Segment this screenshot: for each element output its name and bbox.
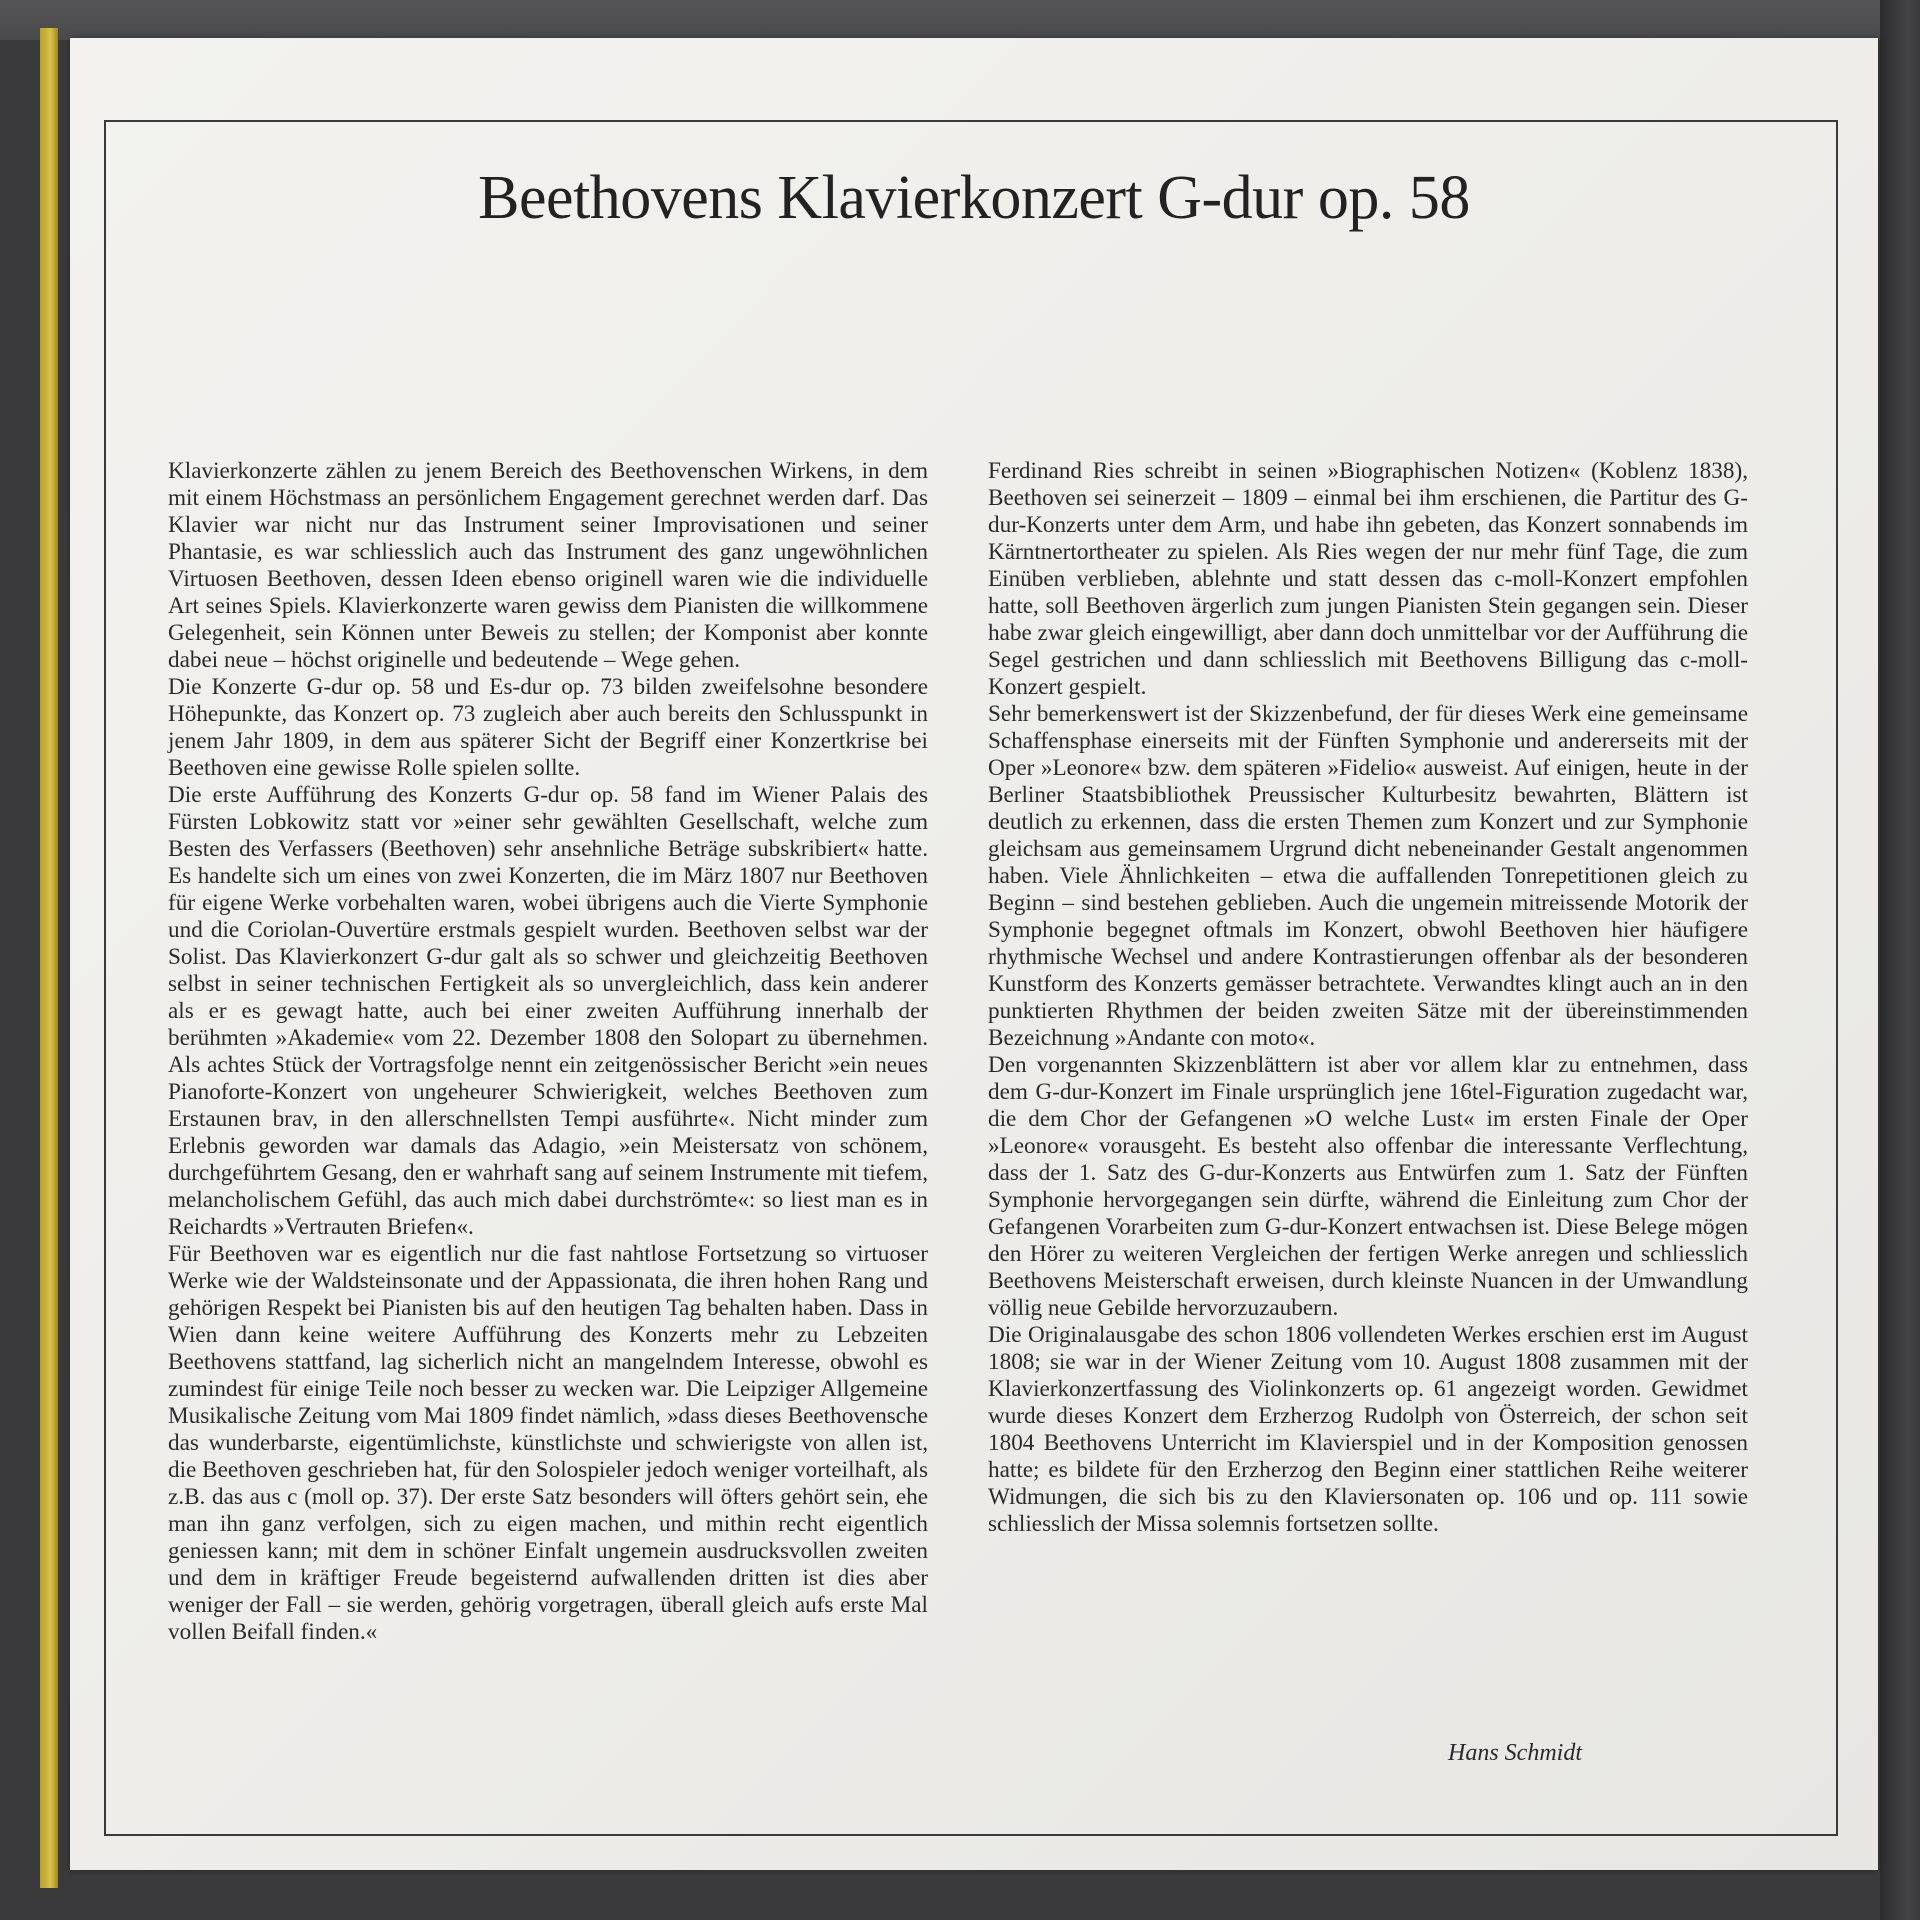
author-signature: Hans Schmidt [1448,1740,1582,1766]
page-title: Beethovens Klavierkonzert G-dur op. 58 [478,164,1470,232]
record-sleeve-back [70,38,1878,1870]
paragraph: Ferdinand Ries schreibt in seinen »Biographischen Notizen« (Koblenz 1838), Beethoven sei seinerzeit – 1809 – einmal bei ihm erschienen, die Partitur des G-dur-Konzerts unter dem Arm, und habe ihn gebeten, das Konzert sonnabends im Kärntnertortheater zu spielen. Als Ries wegen der nur mehr fünf Tage, die zum Einüben verblieben, ablehnte und statt dessen das c-moll-Konzert empfohlen hatte, soll Beethoven ärgerlich zum jungen Pianisten Stein gegangen sein. Dieser habe zwar gleich eingewilligt, aber dann doch unmittelbar vor der Aufführung die Segel gestrichen und dann schliesslich mit Beethovens Billigung das c-moll-Konzert gespielt. [988,458,1748,700]
left-text-column [168,458,928,1646]
adjacent-sleeve-edge [40,28,58,1888]
paragraph: Die Konzerte G-dur op. 58 und Es-dur op. 73 bilden zweifelsohne besondere Höhepunkte, das Konzert op. 73 zugleich aber auch bereits den Schlusspunkt in jenem Jahr 1809, in dem aus späterer Sicht der Begriff einer Konzertkrise bei Beethoven eine gewisse Rolle spielen sollte. [168,674,928,781]
paragraph: Die Originalausgabe des schon 1806 vollendeten Werkes erschien erst im August 1808; sie war in der Wiener Zeitung vom 10. August 1808 zusammen mit der Klavierkonzertfassung des Violinkonzerts op. 61 angezeigt worden. Gewidmet wurde dieses Konzert dem Erzherzog Rudolph von Österreich, der schon seit 1804 Beethovens Unterricht im Klavierspiel und in der Komposition genossen hatte; es bildete für den Erzherzog den Beginn einer stattlichen Reihe weiterer Widmungen, die sich bis zu den Klaviersonaten op. 106 und op. 111 sowie schliesslich der Missa solemnis fortsetzen sollte. [988,1322,1748,1537]
paragraph: Für Beethoven war es eigentlich nur die fast nahtlose Fortsetzung so virtuoser Werke wie der Waldsteinsonate und der Appassionata, die ihren hohen Rang und gehörigen Respekt bei Pianisten bis auf den heutigen Tag behalten haben. Dass in Wien dann keine weitere Aufführung des Konzerts mehr zu Lebzeiten Beethovens stattfand, lag sicherlich nicht an mangelndem Interesse, obwohl es zumindest für einige Teile noch besser zu wecken war. Die Leipziger Allgemeine Musikalische Zeitung vom Mai 1809 findet nämlich, »dass dieses Beethovensche das wunderbarste, eigentümlichste, künstlichste und schwierigste von allen ist, die Beethoven geschrieben hat, für den Solospieler jedoch weniger vorteilhaft, als z.B. das aus c (moll op. 37). Der erste Satz besonders will öfters gehört sein, ehe man ihn ganz verfolgen, sich zu eigen machen, und mithin recht eigentlich geniessen kann; mit dem in schöner Einfalt ungemein ausdrucksvollen zweiten und dem in kräftiger Freude begeisternd aufwallenden dritten ist dies aber weniger der Fall – sie werden, gehörig vorgetragen, überall gleich aufs erste Mal vollen Beifall finden.« [168,1241,928,1645]
paragraph: Klavierkonzerte zählen zu jenem Bereich des Beethovenschen Wirkens, in dem mit einem Höchstmass an persönlichem Engagement gerechnet werden darf. Das Klavier war nicht nur das Instrument seiner Improvisationen und seiner Phantasie, es war schliesslich auch das Instrument des ganz ungewöhnlichen Virtuosen Beethoven, dessen Ideen ebenso originell waren wie die individuelle Art seines Spiels. Klavierkonzerte waren gewiss dem Pianisten die willkommene Gelegenheit, sein Können unter Beweis zu stellen; der Komponist aber konnte dabei neue – höchst originelle und bedeutende – Wege gehen. [168,458,928,673]
photo-background-right [1880,0,1920,1920]
paragraph: Sehr bemerkenswert ist der Skizzenbefund, der für dieses Werk eine gemeinsame Schaffensphase einerseits mit der Fünften Symphonie und andererseits mit der Oper »Leonore« bzw. dem späteren »Fidelio« ausweist. Auf einigen, heute in der Berliner Staatsbibliothek Preussischer Kulturbesitz bewahrten, Blättern ist deutlich zu erkennen, dass die ersten Themen zum Konzert und zur Symphonie gleichsam aus gemeinsamem Urgrund dicht nebeneinander Gestalt angenommen haben. Viele Ähnlichkeiten – etwa die auffallenden Tonrepetitionen gleich zu Beginn – sind bestehen geblieben. Auch die ungemein mitreissende Motorik der Symphonie begegnet oftmals im Konzert, obwohl Beethoven hier häufigere rhythmische Wechsel und andere Kontrastierungen offenbar als der besonderen Kunstform des Konzerts gemässer betrachtete. Verwandtes klingt auch an in den punktierten Rhythmen der beiden zweiten Sätze mit der übereinstimmenden Bezeichnung »Andante con moto«. [988,701,1748,1051]
photo-background-top [0,0,1920,40]
right-text-column [988,458,1748,1538]
paragraph: Den vorgenannten Skizzenblättern ist aber vor allem klar zu entnehmen, dass dem G-dur-Konzert im Finale ursprünglich jene 16tel-Figuration zugedacht war, die dem Chor der Gefangenen »O welche Lust« im ersten Finale der Oper »Leonore« vorausgeht. Es besteht also offenbar die interessante Verflechtung, dass der 1. Satz des G-dur-Konzerts aus Entwürfen zum 1. Satz der Fünften Symphonie hervorgegangen sein dürfte, während die Einleitung zum Chor der Gefangenen Vorarbeiten zum G-dur-Konzert entwachsen ist. Diese Belege mögen den Hörer zu weiteren Vergleichen der fertigen Werke anregen und schliesslich Beethovens Meisterschaft erweisen, durch kleinste Nuancen in der Umwandlung völlig neue Gebilde hervorzuzaubern. [988,1052,1748,1321]
paragraph: Die erste Aufführung des Konzerts G-dur op. 58 fand im Wiener Palais des Fürsten Lobkowitz statt vor »einer sehr gewählten Gesellschaft, welche zum Besten des Verfassers (Beethoven) sehr ansehnliche Beträge subskribiert« hatte. Es handelte sich um eines von zwei Konzerten, die im März 1807 nur Beethoven für eigene Werke vorbehalten waren, wobei übrigens auch die Vierte Symphonie und die Coriolan-Ouvertüre erstmals gespielt wurden. Beethoven selbst war der Solist. Das Klavierkonzert G-dur galt als so schwer und gleichzeitig Beethoven selbst in seiner technischen Fertigkeit als so unvergleichlich, dass kein anderer als er es gewagt hatte, auch bei einer zweiten Aufführung innerhalb der berühmten »Akademie« vom 22. Dezember 1808 den Solopart zu übernehmen. Als achtes Stück der Vortragsfolge nennt ein zeitgenössischer Bericht »ein neues Pianoforte-Konzert von ungeheurer Schwierigkeit, welches Beethoven zum Erstaunen brav, in den allerschnellsten Tempi ausführte«. Nicht minder zum Erlebnis geworden war damals das Adagio, »ein Meistersatz von schönem, durchgeführtem Gesang, den er wahrhaft sang auf seinem Instrumente mit tiefem, melancholischem Gefühl, das auch mich dabei durchströmte«: so liest man es in Reichardts »Vertrauten Briefen«. [168,782,928,1240]
